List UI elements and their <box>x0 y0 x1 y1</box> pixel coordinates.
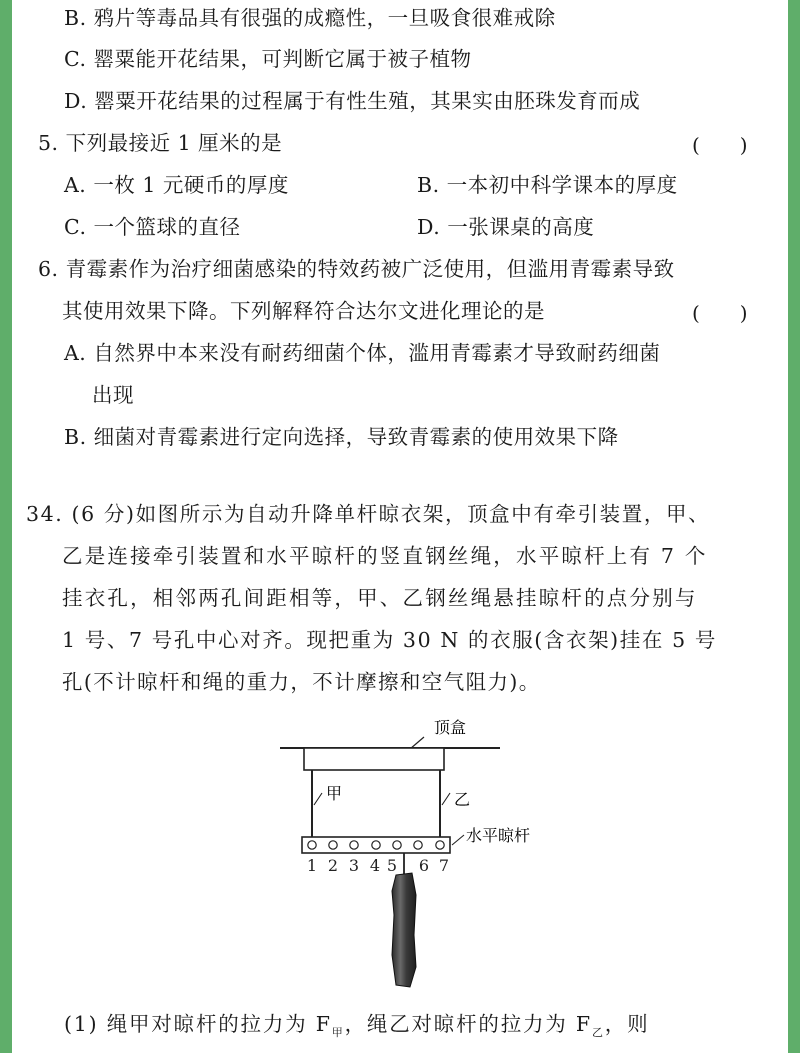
worksheet-page <box>12 0 788 1053</box>
q6-answer-paren: ( ) <box>692 301 748 325</box>
q34-line5: 孔(不计晾杆和绳的重力，不计摩擦和空气阻力)。 <box>62 670 541 694</box>
q5-option-b: B. 一本初中科学课本的厚度 <box>417 173 678 197</box>
top-box-label: 顶盒 <box>434 718 467 737</box>
q5-option-a: A. 一枚 1 元硬币的厚度 <box>64 173 289 197</box>
q6-option-a-line2: 出现 <box>92 383 134 407</box>
hole-number: 3 <box>348 856 360 875</box>
q6-stem-line1: 6. 青霉素作为治疗细菌感染的特效药被广泛使用，但滥用青霉素导致 <box>38 257 675 281</box>
hole-number: 1 <box>306 856 318 875</box>
q34-sub1-mid: ，绳乙对晾杆的拉力为 F <box>344 1012 592 1036</box>
hole-1 <box>308 841 316 849</box>
q5-option-c: C. 一个篮球的直径 <box>64 215 241 239</box>
rope-b-leader <box>442 793 450 805</box>
hole-number: 4 <box>369 856 381 875</box>
subscript-b: 乙 <box>591 1026 605 1040</box>
hole-4 <box>372 841 380 849</box>
q4-option-d: D. 罂粟开花结果的过程属于有性生殖，其果实由胚珠发育而成 <box>64 89 641 113</box>
hole-numbers <box>307 856 449 875</box>
hole-5 <box>393 841 401 849</box>
q5-option-d: D. 一张课桌的高度 <box>417 215 595 239</box>
clothes-rack-figure <box>12 705 788 1005</box>
q6-stem-line2: 其使用效果下降。下列解释符合达尔文进化理论的是 <box>62 299 545 323</box>
subscript-a: 甲 <box>331 1026 345 1040</box>
hole-3 <box>350 841 358 849</box>
q34-line1: 34. (6 分)如图所示为自动升降单杆晾衣架，顶盒中有牵引装置，甲、 <box>26 502 711 526</box>
q4-option-c: C. 罂粟能开花结果，可判断它属于被子植物 <box>64 47 472 71</box>
hole-7 <box>436 841 444 849</box>
rope-a-leader <box>314 793 322 805</box>
hole-number: 5 <box>386 856 398 875</box>
q6-option-b: B. 细菌对青霉素进行定向选择，导致青霉素的使用效果下降 <box>64 425 619 449</box>
q34-sub1-prefix: (1) 绳甲对晾杆的拉力为 F <box>64 1012 332 1036</box>
rod-leader <box>452 835 464 845</box>
hole-6 <box>414 841 422 849</box>
q34-line2: 乙是连接牵引装置和水平晾杆的竖直钢丝绳，水平晾杆上有 7 个 <box>62 544 708 568</box>
rod-label: 水平晾杆 <box>466 826 531 845</box>
q34-line3: 挂衣孔，相邻两孔间距相等，甲、乙钢丝绳悬挂晾杆的点分别与 <box>62 586 698 610</box>
q6-option-a-line1: A. 自然界中本来没有耐药细菌个体，滥用青霉素才导致耐药细菌 <box>64 341 661 365</box>
hole-number: 6 <box>418 856 430 875</box>
rope-b-label: 乙 <box>454 790 471 809</box>
hole-number: 7 <box>438 856 450 875</box>
q34-line4: 1 号、7 号孔中心对齐。现把重为 30 N 的衣服(含衣架)挂在 5 号 <box>62 628 717 652</box>
q5-stem: 5. 下列最接近 1 厘米的是 <box>38 131 283 155</box>
hole-number: 2 <box>327 856 339 875</box>
garment <box>392 873 416 987</box>
top-box <box>304 748 444 770</box>
rope-a-label: 甲 <box>326 784 343 803</box>
q34-sub1 <box>64 1010 649 1047</box>
q4-option-b: B. 鸦片等毒品具有很强的成瘾性，一旦吸食很难戒除 <box>64 6 556 30</box>
hole-2 <box>329 841 337 849</box>
q5-answer-paren: ( ) <box>692 133 748 157</box>
q34-sub1-suffix: ，则 <box>604 1012 650 1036</box>
